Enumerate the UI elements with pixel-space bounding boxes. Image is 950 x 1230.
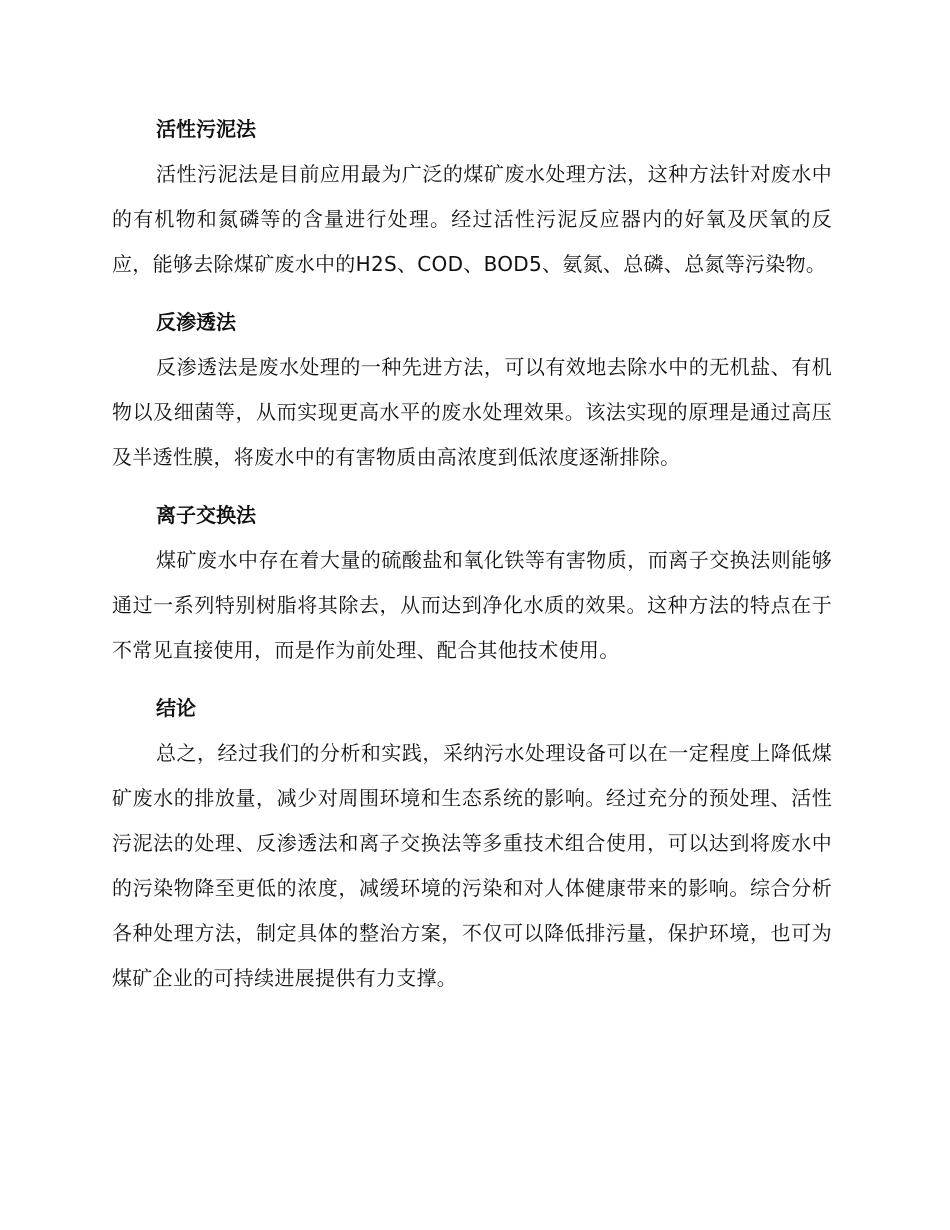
section-activated-sludge: [112, 106, 832, 287]
document-body: [112, 106, 832, 1013]
section-paragraph: 煤矿废水中存在着大量的硫酸盐和氧化铁等有害物质，而离子交换法则能够通过一系列特别树脂将其除去，从而达到净化水质的效果。这种方法的特点在于不常见直接使用，而是作为前处理、配合其他技术使用。: [112, 548, 832, 662]
section-ion-exchange: [112, 492, 832, 673]
section-reverse-osmosis: [112, 299, 832, 480]
section-conclusion: [112, 685, 832, 1001]
section-heading: 离子交换法: [156, 503, 256, 527]
section-paragraph: 反渗透法是废水处理的一种先进方法，可以有效地去除水中的无机盐、有机物以及细菌等，从而实现更高水平的废水处理效果。该法实现的原理是通过高压及半透性膜，将废水中的有害物质由高浓度到低浓度逐渐排除。: [112, 355, 832, 469]
section-paragraph: 总之，经过我们的分析和实践，采纳污水处理设备可以在一定程度上降低煤矿废水的排放量，减少对周围环境和生态系统的影响。经过充分的预处理、活性污泥法的处理、反渗透法和离子交换法等多重技术组合使用，可以达到将废水中的污染物降至更低的浓度，减缓环境的污染和对人体健康带来的影响。综合分析各种处理方法，制定具体的整治方案，不仅可以降低排污量，保护环境，也可为煤矿企业的可持续进展提供有力支撑。: [112, 741, 832, 990]
section-heading: 反渗透法: [156, 310, 236, 334]
section-paragraph: 活性污泥法是目前应用最为广泛的煤矿废水处理方法，这种方法针对废水中的有机物和氮磷等的含量进行处理。经过活性污泥反应器内的好氧及厌氧的反应，能够去除煤矿废水中的H2S、COD、BOD5、氨氮、总磷、总氮等污染物。: [112, 162, 832, 276]
section-heading: 结论: [156, 696, 196, 720]
section-heading: 活性污泥法: [156, 117, 256, 141]
